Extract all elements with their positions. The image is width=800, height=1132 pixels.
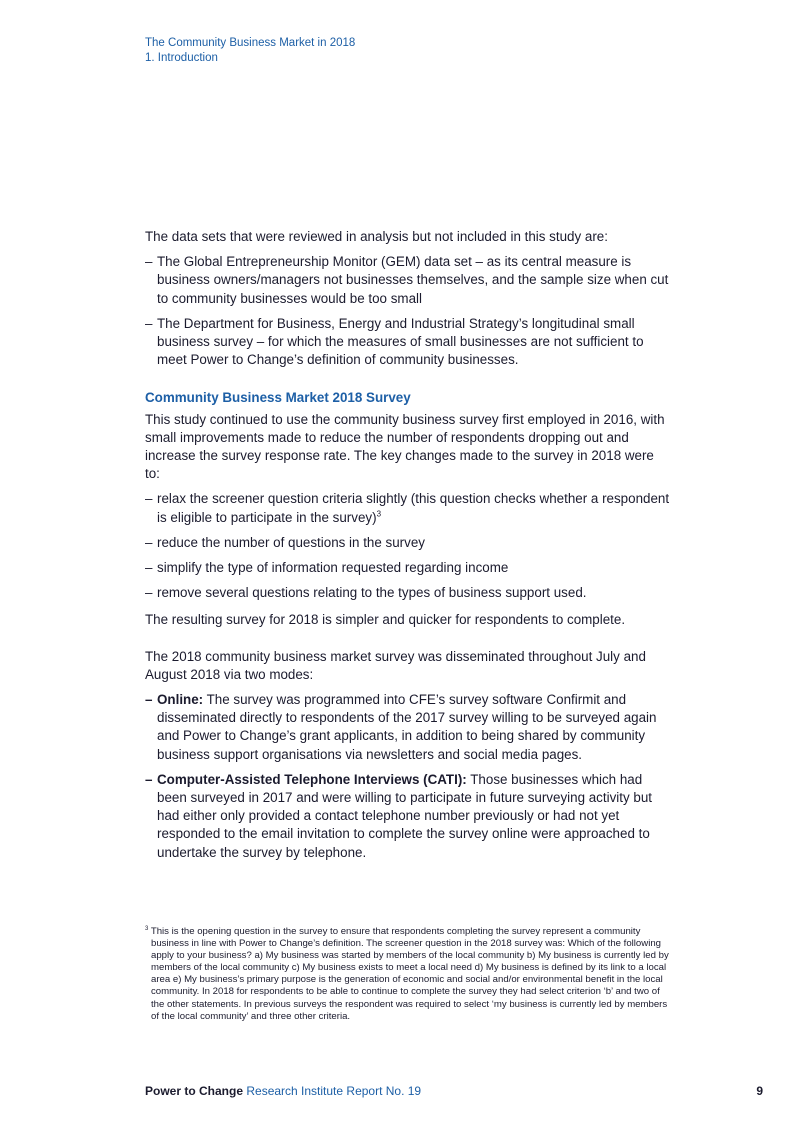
document-title: The Community Business Market in 2018 (145, 37, 356, 49)
list-item-text: The Department for Business, Energy and Industrial Strategy’s longitudinal small business survey – for which the measures of small businesses are not sufficient to meet Power to Change’s definition of community businesses. (157, 315, 644, 368)
footnote-paragraph (145, 926, 673, 1023)
list-item-text: simplify the type of information requested regarding income (157, 560, 509, 576)
page-footer (145, 1083, 763, 1099)
footnote (145, 926, 673, 1023)
dash-bullet: – (145, 585, 153, 601)
mode-label: Online: (157, 692, 204, 708)
list-item (145, 559, 670, 577)
running-header (145, 36, 355, 66)
list-item (145, 253, 670, 308)
list-item (145, 534, 670, 552)
survey-intro-paragraph: This study continued to use the community business survey first employed in 2016, with small improvements made to reduce the number of respondents dropping out and increase the survey response rate. The key changes made to the survey in 2018 were to: (145, 411, 665, 482)
footnote-number: 3 (145, 925, 149, 932)
dash-bullet: – (145, 315, 153, 331)
list-item (145, 490, 670, 526)
section-title: 1. Introduction (145, 52, 218, 64)
list-item-text: reduce the number of questions in the survey (157, 534, 425, 550)
dash-bullet: – (145, 254, 153, 270)
mode-description: Those businesses which had been surveyed in 2017 and were willing to participate in future surveying activity but had either only provided a contact telephone number previously or had not yet responded to the email invitation to complete the survey online were approached to undertake the survey by telephone. (157, 771, 652, 860)
intro-paragraph: The data sets that were reviewed in analysis but not included in this study are: (145, 229, 608, 244)
list-item (145, 771, 670, 862)
footnote-text: This is the opening question in the survey to ensure that respondents completing the survey represent a community business in line with Power to Change’s definition. The screener question in the 2018 survey was: Which of the following apply to your business? a) My business was started by members of the local community b) My business is currently led by members of the local community c) My business exists to meet a local need d) My business is defined by its link to a local area e) My business’s primary purpose is the generation of economic and social and/or environmental benefit in the local community. In 2018 for respondents to be able to continue to complete the survey they had select criterion ‘b’ and two of the other statements. In previous surveys the respondent was required to select ‘my business is currently led by members of the local community’ and three other criteria. (148, 926, 669, 1022)
list-item-text: remove several questions relating to the types of business support used. (157, 585, 587, 601)
result-paragraph: The resulting survey for 2018 is simpler and quicker for respondents to complete. (145, 612, 626, 628)
list-item (145, 315, 670, 370)
list-item-text: The Global Entrepreneurship Monitor (GEM) data set – as its central measure is business owners/managers not businesses themselves, and the sample size when cut to community businesses would be too small (157, 254, 669, 306)
dash-bullet: – (145, 560, 153, 576)
list-item-text: relax the screener question criteria slightly (this question checks whether a respondent is eligible to participate in the survey) (157, 491, 670, 525)
mode-description: The survey was programmed into CFE’s survey software Confirmit and disseminated directly to respondents of the 2017 survey willing to be surveyed again and Power to Change’s grant applicants, in addition to being shared by community business support organisations via newsletters and social media pages. (157, 692, 657, 762)
footer-brand: Power to Change (145, 1084, 244, 1098)
page-number: 9 (756, 1084, 763, 1098)
dash-bullet: – (145, 692, 153, 708)
section-heading: Community Business Market 2018 Survey (145, 390, 411, 406)
dash-bullet: – (145, 491, 153, 507)
list-item (145, 691, 670, 764)
footer-report-title: Research Institute Report No. 19 (243, 1084, 422, 1098)
dissemination-paragraph: The 2018 community business market survey was disseminated throughout July and August 2018 via two modes: (145, 648, 646, 682)
list-item (145, 584, 670, 602)
main-content (145, 228, 670, 869)
dash-bullet: – (145, 534, 153, 550)
mode-label: Computer-Assisted Telephone Interviews (CATI): (157, 771, 467, 787)
dash-bullet: – (145, 771, 153, 787)
footnote-reference: 3 (376, 509, 382, 519)
